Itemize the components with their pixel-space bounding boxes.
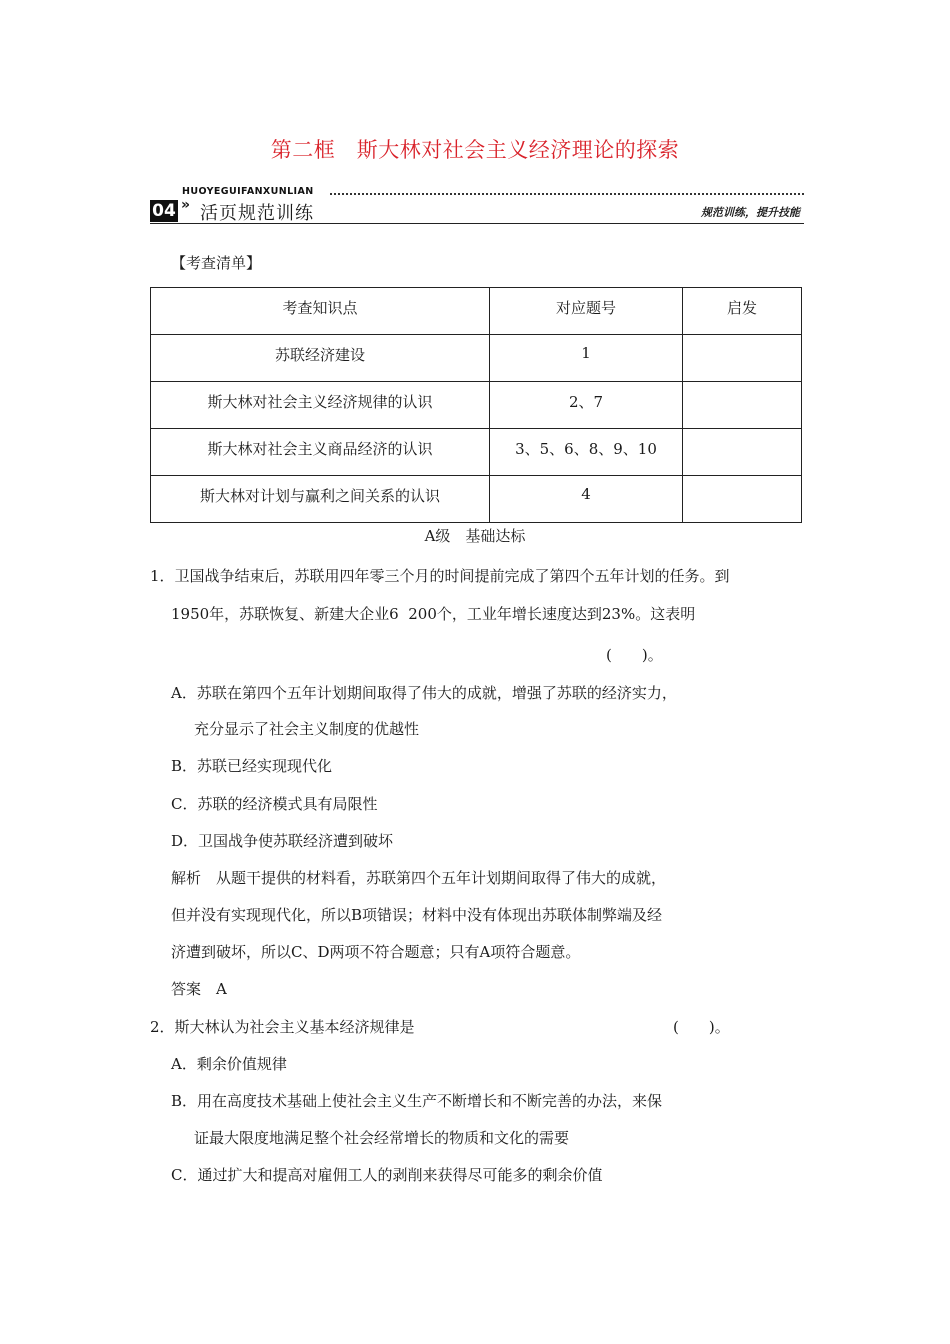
dotted-divider — [330, 193, 804, 195]
q2-option-b-cont: 证最大限度地满足整个社会经常增长的物质和文化的需要 — [194, 1129, 570, 1147]
q1-analysis-line3: 济遭到破坏，所以C、D两项不符合题意；只有A项符合题意。 — [171, 943, 581, 961]
q1-analysis-line2: 但并没有实现现代化，所以B项错误；材料中没有体现出苏联体制弊端及经 — [171, 906, 663, 924]
q2-option-b: B．用在高度技术基础上使社会主义生产不断增长和不断完善的办法，来保 — [171, 1092, 663, 1110]
banner-slogan: 规范训练，提升技能 — [701, 206, 800, 219]
q1-option-a-cont: 充分显示了社会主义制度的优越性 — [194, 720, 420, 738]
q1-answer-blank: ( )。 — [606, 646, 663, 664]
banner-pinyin: HUOYEGUIFANXUNLIAN — [182, 186, 314, 197]
table-cell — [683, 335, 802, 382]
q1-option-b: B．苏联已经实现现代化 — [171, 757, 333, 775]
q1-answer: 答案 A — [171, 980, 227, 998]
table-cell: 斯大林对社会主义商品经济的认识 — [151, 429, 490, 476]
banner-heading: 活页规范训练 — [200, 203, 314, 224]
table-cell: 1 — [490, 335, 683, 382]
q2-answer-blank: ( )。 — [673, 1018, 730, 1036]
page-title: 第二框 斯大林对社会主义经济理论的探索 — [270, 138, 680, 162]
q1-stem-line1: 1．卫国战争结束后，苏联用四年零三个月的时间提前完成了第四个五年计划的任务。到 — [150, 567, 730, 585]
table-cell: 苏联经济建设 — [151, 335, 490, 382]
table-cell — [683, 429, 802, 476]
section-banner — [150, 186, 804, 226]
q2-option-c: C．通过扩大和提高对雇佣工人的剥削来获得尽可能多的剩余价值 — [171, 1166, 603, 1184]
banner-rule — [150, 223, 804, 224]
table-cell: 斯大林对社会主义经济规律的认识 — [151, 382, 490, 429]
table-header-row — [151, 288, 802, 335]
header-question-numbers: 对应题号 — [490, 288, 683, 335]
q1-option-c: C．苏联的经济模式具有局限性 — [171, 795, 378, 813]
table-cell: 4 — [490, 476, 683, 523]
table-row — [151, 476, 802, 523]
q2-option-a: A．剩余价值规律 — [171, 1055, 287, 1073]
q1-analysis-line1: 解析 从题干提供的材料看，苏联第四个五年计划期间取得了伟大的成就， — [171, 869, 667, 887]
table-row — [151, 429, 802, 476]
table-cell: 3、5、6、8、9、10 — [490, 429, 683, 476]
section-number-badge: 04 — [150, 200, 178, 222]
double-arrow-icon: » — [181, 197, 191, 213]
table-cell — [683, 382, 802, 429]
q2-stem: 2．斯大林认为社会主义基本经济规律是 — [150, 1018, 415, 1036]
table-cell: 斯大林对计划与赢利之间关系的认识 — [151, 476, 490, 523]
q1-stem-line2: 1950年，苏联恢复、新建大企业6 200个，工业年增长速度达到23%。这表明 — [171, 605, 696, 623]
q1-option-d: D．卫国战争使苏联经济遭到破坏 — [171, 832, 394, 850]
table-cell: 2、7 — [490, 382, 683, 429]
checklist-label: 【考查清单】 — [171, 254, 262, 272]
level-heading: A级 基础达标 — [424, 527, 526, 545]
table-cell — [683, 476, 802, 523]
table-row — [151, 382, 802, 429]
checklist-table — [150, 287, 802, 523]
q1-option-a: A．苏联在第四个五年计划期间取得了伟大的成就，增强了苏联的经济实力， — [171, 684, 677, 702]
header-knowledge-point: 考查知识点 — [151, 288, 490, 335]
table-row — [151, 335, 802, 382]
header-inspiration: 启发 — [683, 288, 802, 335]
